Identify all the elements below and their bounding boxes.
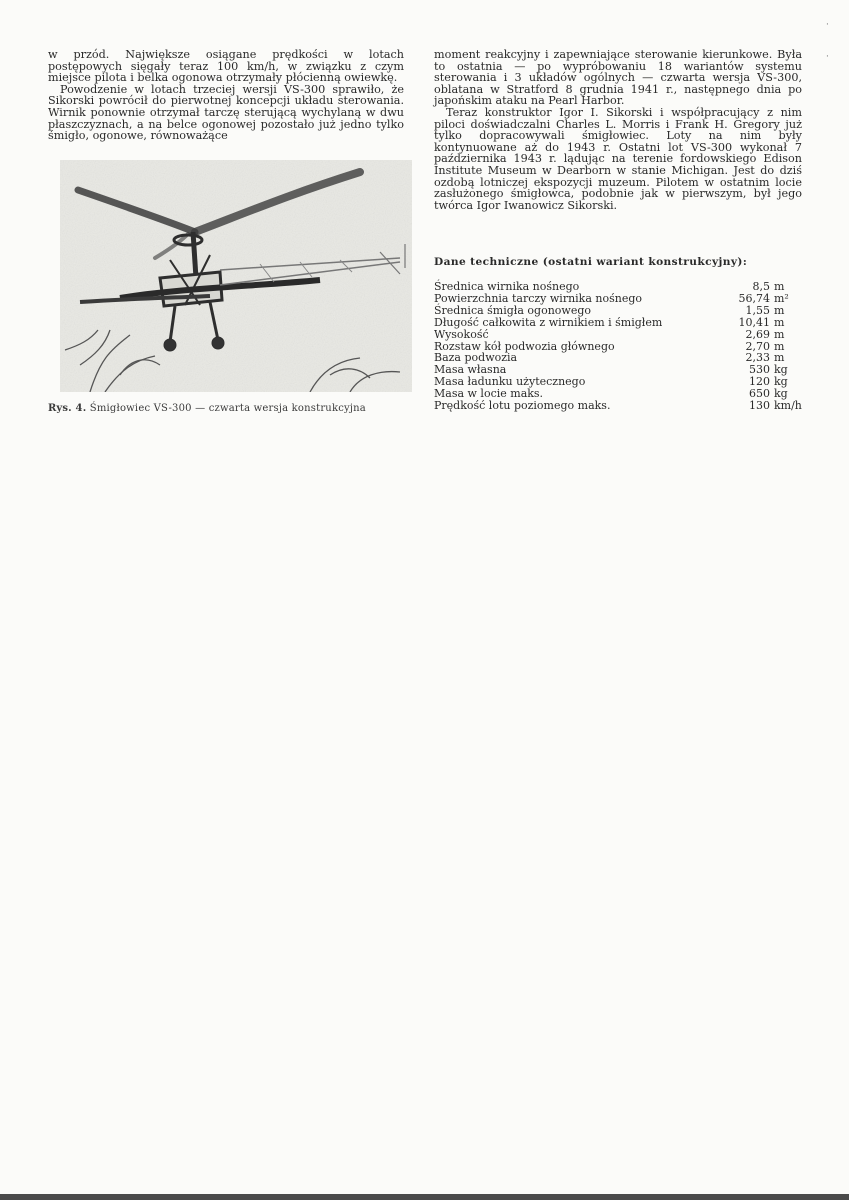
spec-value: 650 [749, 387, 770, 401]
left-text-column [48, 49, 404, 142]
spec-unit: m [774, 351, 785, 365]
spec-label: Rozstaw kół podwozia głównego [434, 339, 615, 353]
scan-edge [0, 1194, 849, 1200]
paragraph: moment reakcyjny i zapewniające sterowanie kierunkowe. Była to ostatnia — po wypróbowaniu 18 wariantów systemu sterowania i 3 układów ogólnych — czwarta wersja VS-300, oblatana w Stratford 8 grudnia 1941 r., następnego dnia po japońskim ataku na Pearl Harbor. [434, 48, 802, 108]
scan-mark: · [826, 52, 829, 62]
spec-value: 56,74 [738, 291, 770, 305]
caption-label: Rys. 4. [48, 403, 87, 414]
specs-title: Dane techniczne (ostatni wariant konstrukcyjny): [434, 256, 748, 268]
spec-value: 10,41 [738, 315, 770, 329]
paragraph: w przód. Największe osiągane prędkości w lotach postępowych sięgały teraz 100 km/h, w związku z czym miejsce pilota i belka ogonowa otrzymały płócienną owiewkę. [48, 48, 404, 85]
specs-row [434, 317, 802, 329]
spec-value: 120 [749, 375, 770, 389]
spec-unit: m [774, 315, 785, 329]
spec-unit: m [774, 339, 785, 353]
spec-unit: m [774, 327, 785, 341]
caption-text: Śmigłowiec VS-300 — czwarta wersja konstrukcyjna [89, 403, 366, 414]
spec-value: 2,70 [745, 339, 770, 353]
spec-unit: m [774, 303, 785, 317]
spec-label: Masa ładunku użytecznego [434, 375, 586, 389]
spec-value: 2,33 [745, 351, 770, 365]
spec-label: Powierzchnia tarczy wirnika nośnego [434, 291, 643, 305]
figure-caption [48, 403, 408, 414]
spec-value: 130 [749, 399, 770, 413]
spec-value: 530 [749, 363, 770, 377]
spec-unit: m [774, 280, 785, 293]
spec-unit: m² [774, 291, 789, 305]
specs-row [434, 400, 802, 412]
paragraph: Teraz konstruktor Igor I. Sikorski i współpracujący z nim piloci doświadczalni Charles L. Morris i Frank H. Gregory już tylko dopracowywali śmigłowiec. Loty na nim były kontynuowane aż do 1943 r. Ostatni lot VS-300 wykonał 7 października 1943 r. lądując na terenie fordowskiego Edison Institute Museum w Dearborn w stanie Michigan. Jest do dziś ozdobą lotniczej ekspozycji muzeum. Pilotem w ostatnim locie zasłużonego śmigłowca, podobnie jak w pierwszym, był jego twórca Igor Iwanowicz Sikorski. [434, 105, 802, 212]
specs-row [434, 305, 802, 317]
spec-unit: kg [774, 387, 788, 401]
spec-label: Masa własna [434, 363, 507, 377]
spec-label: Średnica wirnika nośnego [434, 280, 580, 293]
specs-table [434, 281, 802, 412]
spec-value: 1,55 [745, 303, 770, 317]
spec-label: Prędkość lotu poziomego maks. [434, 399, 611, 413]
spec-value: 8,5 [752, 280, 770, 293]
spec-label: Średnica śmigła ogonowego [434, 303, 592, 317]
specs-row [434, 329, 802, 341]
spec-unit: kg [774, 363, 788, 377]
scan-mark: · [826, 20, 829, 30]
helicopter-photo [60, 160, 412, 392]
paragraph: Powodzenie w lotach trzeciej wersji VS-300 sprawiło, że Sikorski powrócił do pierwotnej koncepcji układu sterowania. Wirnik ponownie otrzymał tarczę sterującą wychylaną w dwu płaszczyznach, a na belce ogonowej pozostało już jedno tylko śmigło, ogonowe, równoważące [48, 82, 404, 143]
spec-label: Baza podwozia [434, 351, 518, 365]
spec-value: 2,69 [745, 327, 770, 341]
spec-label: Długość całkowita z wirnikiem i śmigłem [434, 315, 663, 329]
spec-label: Wysokość [434, 327, 489, 341]
spec-label: Masa w locie maks. [434, 387, 544, 401]
right-text-column [434, 49, 802, 211]
spec-unit: km/h [774, 399, 802, 413]
spec-unit: kg [774, 375, 788, 389]
